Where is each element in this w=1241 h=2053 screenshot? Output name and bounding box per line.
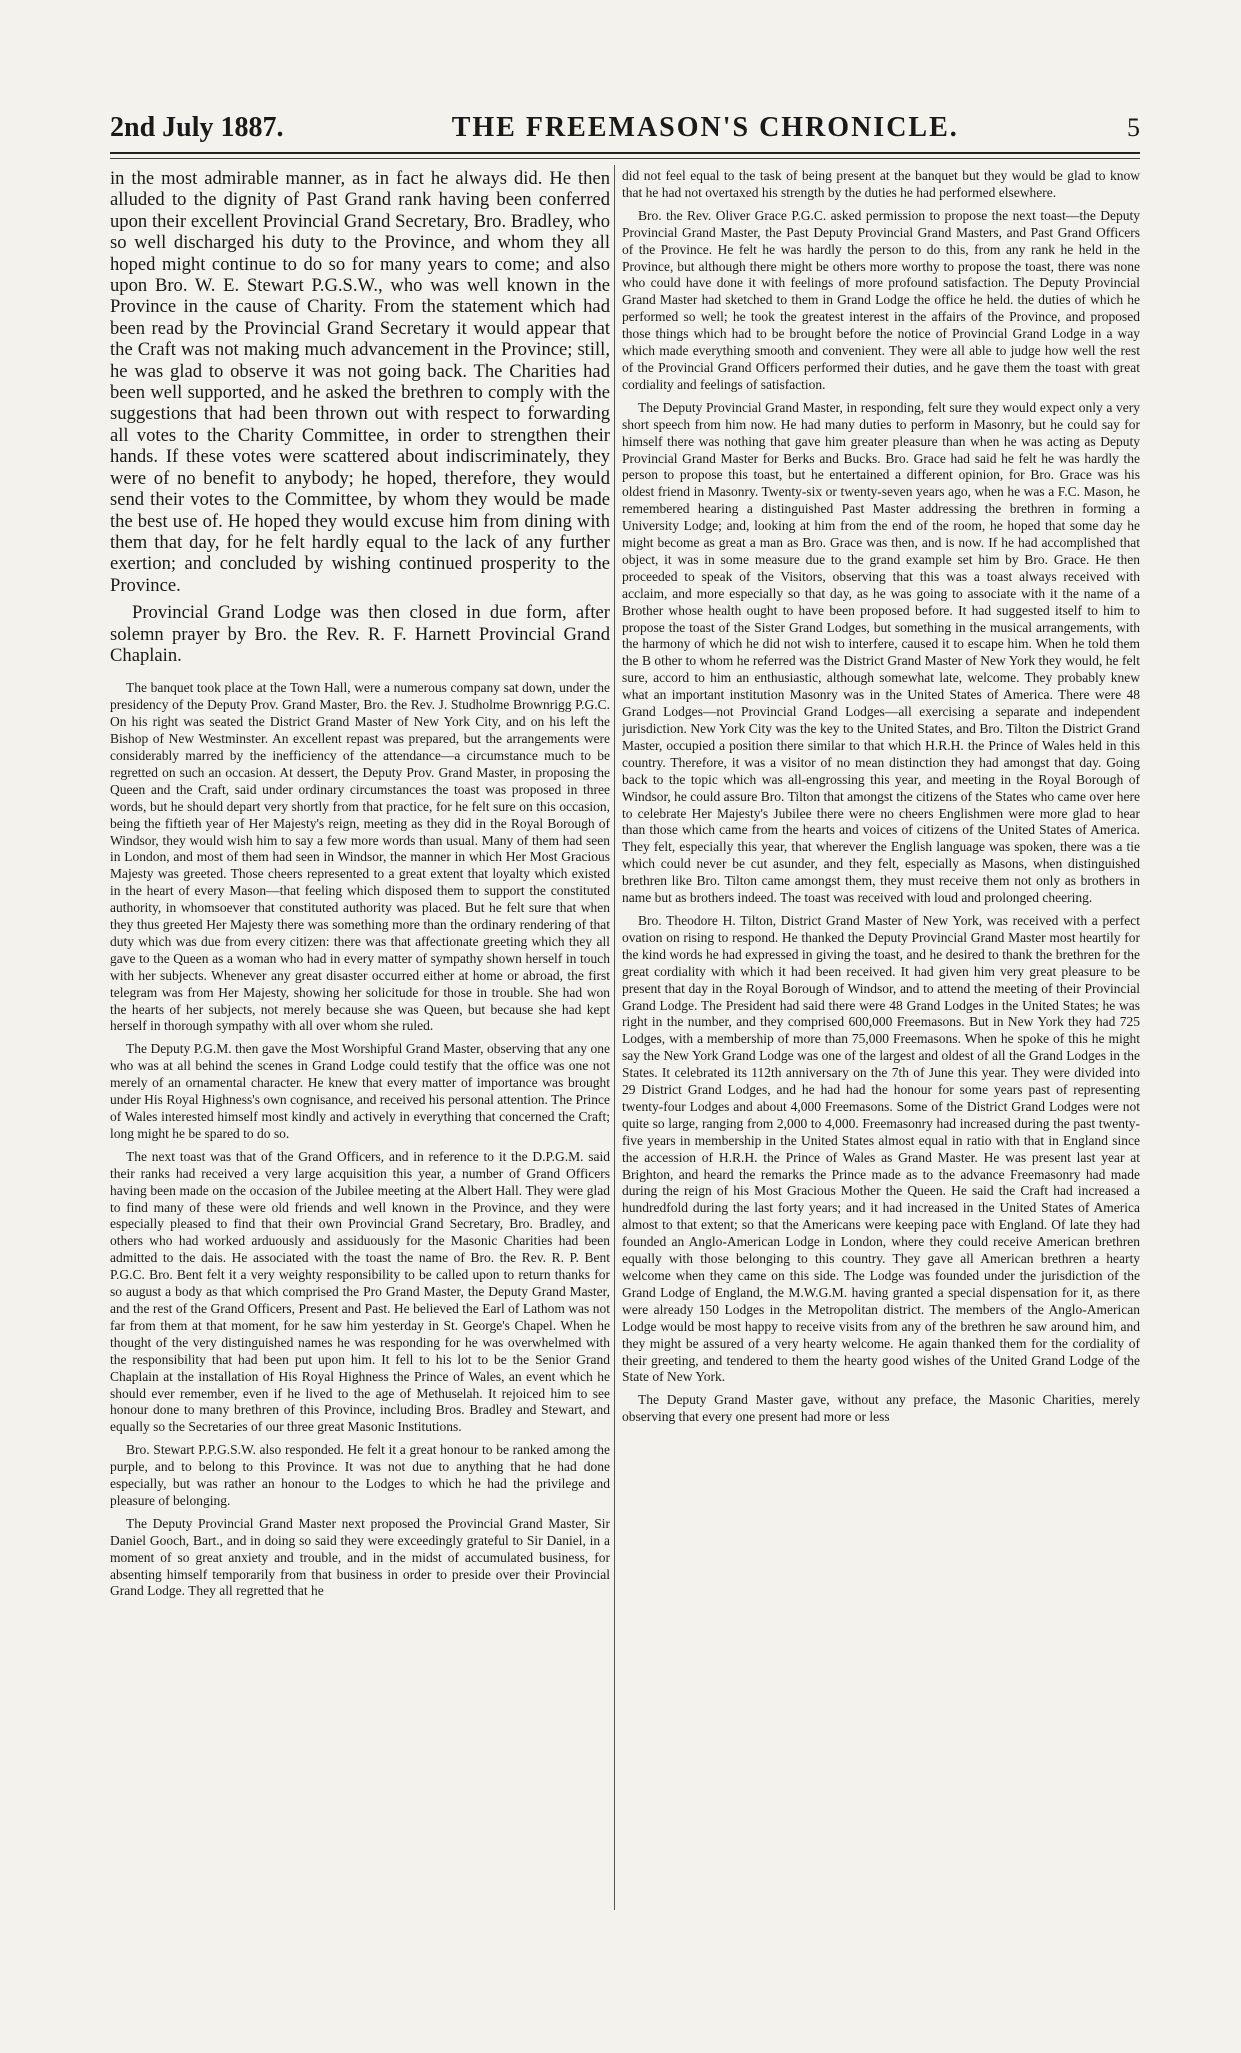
publication-title: THE FREEMASON'S CHRONICLE. — [451, 112, 959, 143]
paragraph: The Deputy Provincial Grand Master next proposed the Provincial Grand Master, Sir Daniel Gooch, Bart., and in doing so said they were exceedingly grateful to Sir Daniel, in a moment of so great anxiety and trouble, and in the midst of accumulated business, for absenting himself temporarily from that business in order to preside over their Provincial Grand Lodge. They all regretted that he — [110, 1515, 610, 1599]
paragraph: in the most admirable manner, as in fact he always did. He then alluded to the dignity of Past Grand rank having been conferred upon their excellent Provincial Grand Secretary, Bro. Bradley, who so well discharged his duty to the Province, and whom they all hoped might continue to do so for many years to come; and also upon Bro. W. E. Stewart P.G.S.W., who was well known in the Province in the cause of Charity. From the statement which had been read by the Provincial Grand Secretary it would appear that the Craft was not making much advancement in the Province; still, he was glad to observe it was not going back. The Charities had been well supported, and he asked the brethren to comply with the suggestions that had been thrown out with respect to forwarding all votes to the Charity Committee, in order to strengthen their hands. If these votes were scattered about indiscriminately, they were of no benefit to anybody; he hoped, therefore, they would send their votes to the Committee, by whom they would be made the best use of. He hoped they would excuse him from dining with them that day, for he felt hardly equal to the lack of any further exertion; and concluded by wishing continued prosperity to the Province. — [110, 168, 610, 596]
page-header — [110, 112, 1140, 154]
paragraph: Provincial Grand Lodge was then closed in due form, after solemn prayer by Bro. the Rev. R. F. Harnett Provincial Grand Chaplain. — [110, 602, 610, 666]
right-column — [622, 168, 1140, 1918]
section-gap — [110, 672, 610, 680]
small-type-section — [110, 680, 610, 1600]
paragraph: The banquet took place at the Town Hall, were a numerous company sat down, under the presidency of the Deputy Prov. Grand Master, Bro. the Rev. J. Studholme Brownrigg P.G.C. On his right was seated the District Grand Master of New York City, and on his left the Bishop of New Westminster. An excellent repast was prepared, but the arrangements were considerably marred by the inefficiency of the attendance—a circumstance much to be regretted on such an occasion. At dessert, the Deputy Prov. Grand Master, in proposing the Queen and the Craft, said under ordinary circumstances the toast was proposed in three words, but he should depart very shortly from that practice, for he felt sure on this occasion, being the fiftieth year of Her Majesty's reign, meeting as they did in the Royal Borough of Windsor, they would wish him to say a few more words than usual. Many of them had seen in London, and most of them had seen in Windsor, the manner in which Her Most Gracious Majesty was greeted. Those cheers represented to a great extent that loyalty which existed in the heart of every Mason—that feeling which disposed them to support the constituted authority, in whomsoever that constituted authority was placed. But he felt sure that when they thus greeted Her Majesty there was something more than the ordinary rendering of that duty which was due from every citizen: there was that affectionate greeting which they all gave to the Queen as a woman who had in every matter of sympathy shown herself in touch with her subjects. Whenever any great disaster occurred either at home or abroad, the first telegram was from Her Majesty, showing her solicitude for those in trouble. She had won the hearts of her subjects, not merely because she was Queen, but because she had kept herself in thorough sympathy with all over whom she ruled. — [110, 680, 610, 1034]
paragraph: The Deputy P.G.M. then gave the Most Worshipful Grand Master, observing that any one who was at all behind the scenes in Grand Lodge could testify that the office was one not merely of an ornamental character. He knew that every matter of importance was brought under His Royal Highness's own cognisance, and received his personal attention. The Prince of Wales interested himself most kindly and actively in everything that concerned the Craft; long might he be spared to do so. — [110, 1041, 610, 1141]
paragraph: Bro. Theodore H. Tilton, District Grand Master of New York, was received with a perfect ovation on rising to respond. He thanked the Deputy Provincial Grand Master most heartily for the kind words he had expressed in giving the toast, and he desired to thank the brethren for the great cordiality with which it had been received. It had given him very great pleasure to be present that day in the Royal Borough of Windsor, and to attend the meeting of their Provincial Grand Lodge. The President had said there were 48 Grand Lodges in the United States; he was right in the number, and they comprised 600,000 Freemasons. But in New York they had 725 Lodges, with a membership of more than 75,000 Freemasons. When he spoke of this he might say the New York Grand Lodge was one of the largest and oldest of all the Grand Lodges in the States. It celebrated its 112th anniversary on the 7th of June this year. They were divided into 29 District Grand Lodges, and he had had the honour for some years past of representing twenty-four Lodges and about 4,000 Freemasons. Some of the District Grand Lodges were not quite so large, ranging from 2,000 to 4,000. Freemasonry had increased during the past twenty-five years in membership in the United States almost equal in ratio with that in England since the accession of H.R.H. the Prince of Wales as Grand Master. He was present last year at Brighton, and heard the remarks the Prince made as to the advance Freemasonry had made during the reign of his Most Gracious Mother the Queen. He said the Craft had increased a hundredfold during the last forty years; and it had increased in the United States of America almost to that extent; so that the Americans were keeping pace with England. Of late they had founded an Anglo-American Lodge in London, where they could receive American brethren equally with those belonging to this country. They gave all American brethren a hearty welcome when they came on this side. The Lodge was founded under the jurisdiction of the Grand Lodge of England, the M.W.G.M. having granted a special dispensation for it, as there were already 150 Lodges in the Metropolitan district. The members of the Anglo-American Lodge would be most happy to receive visits from any of the brethren he saw around him, and they might be assured of a very hearty welcome. He again thanked them for the cordiality of their greeting, and tendered to them the hearty good wishes of the United Grand Lodge of the State of New York. — [622, 912, 1140, 1385]
paragraph: The Deputy Grand Master gave, without any preface, the Masonic Charities, merely observing that every one present had more or less — [622, 1392, 1140, 1425]
column-divider — [614, 165, 615, 1910]
paragraph: The next toast was that of the Grand Officers, and in reference to it the D.P.G.M. said their ranks had received a very large acquisition this year, a number of Grand Officers having been made on the occasion of the Jubilee meeting at the Albert Hall. They were glad to find many of these were old friends and well known in the Province, and they were especially pleased to find that their own Provincial Grand Secretary, Bro. Bradley, and others who had worked arduously and assiduously for the Masonic Charities had been admitted to the dais. He associated with the toast the name of Bro. the Rev. R. P. Bent P.G.C. Bro. Bent felt it a very weighty responsibility to be called upon to return thanks for so august a body as that which comprised the Pro Grand Master, the Deputy Grand Master, and the rest of the Grand Officers, Present and Past. He believed the Earl of Lathom was not far from them at that moment, for he saw him yesterday in St. George's Chapel. When he thought of the very distinguished names he was responding for he was overwhelmed with the responsibility that had been put upon him. It fell to his lot to be the Senior Grand Chaplain at the installation of His Royal Highness the Prince of Wales, an event which he should ever remember, even if he lived to the age of Methuselah. It rejoiced him to see honour done to many brethren of this Province, including Bros. Bradley and Stewart, and equally so the Secretaries of our three great Masonic Institutions. — [110, 1148, 610, 1435]
issue-date: 2nd July 1887. — [110, 112, 284, 143]
paragraph: Bro. the Rev. Oliver Grace P.G.C. asked permission to propose the next toast—the Deputy Provincial Grand Master, the Past Deputy Provincial Grand Masters, and Past Grand Officers of the Province. He felt he was hardly the person to do this, from any rank he held in the Province, but although there might be others more worthy to propose the toast, there was none who could have done it with feelings of more profound satisfaction. The Deputy Provincial Grand Master had sketched to them in Grand Lodge the office he held. the duties of which he performed so well; he took the greatest interest in the affairs of the Province, and proposed those things which had to be brought before the notice of Provincial Grand Lodge in a way which made everything smooth and convenient. They were all able to judge how well the rest of the Provincial Grand Officers performed their duties, and he gave them the toast with great cordiality and feelings of satisfaction. — [622, 207, 1140, 392]
page-number: 5 — [1126, 113, 1140, 142]
left-column — [110, 168, 610, 1918]
header-rule — [110, 158, 1140, 159]
large-type-section — [110, 168, 610, 666]
paragraph: did not feel equal to the task of being present at the banquet but they would be glad to know that he had not overtaxed his strength by the duties he had performed elsewhere. — [622, 168, 1140, 200]
paragraph: The Deputy Provincial Grand Master, in responding, felt sure they would expect only a very short speech from him now. He had many duties to perform in Masonry, but he could say for himself there was nothing that gave him greater pleasure than when he was acting as Deputy Provincial Grand Master for Berks and Bucks. Bro. Grace had said he felt he was hardly the person to propose this toast, but he entertained a different opinion, for Bro. Grace was his oldest friend in Masonry. Twenty-six or twenty-seven years ago, when he was a F.C. Mason, he remembered hearing a distinguished Past Master addressing the brethren in forming a University Lodge; and, looking at him from the end of the room, he hoped that some day he might become as great a man as Bro. Grace was then, and is now. If he had accomplished that object, it was in some measure due to the grand example set him by Bro. Grace. He then proceeded to speak of the Visitors, observing that this was a toast always received with acclaim, and more especially so that day, as he was going to associate with it the name of a Brother whose health ought to have been proposed before. It had suggested itself to him to propose the toast of the Sister Grand Lodges, but something in the musical arrangements, with the harmony of which he did not wish to interfere, caused it to escape him. When he told them the B other to whom he referred was the District Grand Master of New York they would, he felt sure, accord to him an enthusiastic, although somewhat late, welcome. They probably knew what an important institution Masonry was in the United States of America. There were 48 Grand Lodges—not Provincial Grand Lodges—all exercising a separate and independent jurisdiction. New York City was the key to the United States, and Bro. Tilton the District Grand Master, occupied a position there similar to that which H.R.H. the Prince of Wales held in this country. Therefore, it was a visitor of no mean distinction they had amongst that day. Going back to the topic which was all-engrossing this year, and meeting in the Royal Borough of Windsor, he could assure Bro. Tilton that amongst the citizens of the States who came over here to celebrate Her Majesty's Jubilee there were no cheers Englishmen were more glad to hear than those which came from the hearts and voices of citizens of the United States of America. They felt, especially this year, that wherever the English language was spoken, there was a tie which could never be cut asunder, and they felt, especially as Masons, when distinguished brethren like Bro. Tilton came amongst them, they must receive them not only as brothers in name but as brothers indeed. The toast was received with loud and prolonged cheering. — [622, 399, 1140, 906]
paragraph: Bro. Stewart P.P.G.S.W. also responded. He felt it a great honour to be ranked among the purple, and to belong to this Province. It was not due to anything that he had done especially, but was rather an honour to the Lodges to which he had the privilege and pleasure of belonging. — [110, 1442, 610, 1508]
